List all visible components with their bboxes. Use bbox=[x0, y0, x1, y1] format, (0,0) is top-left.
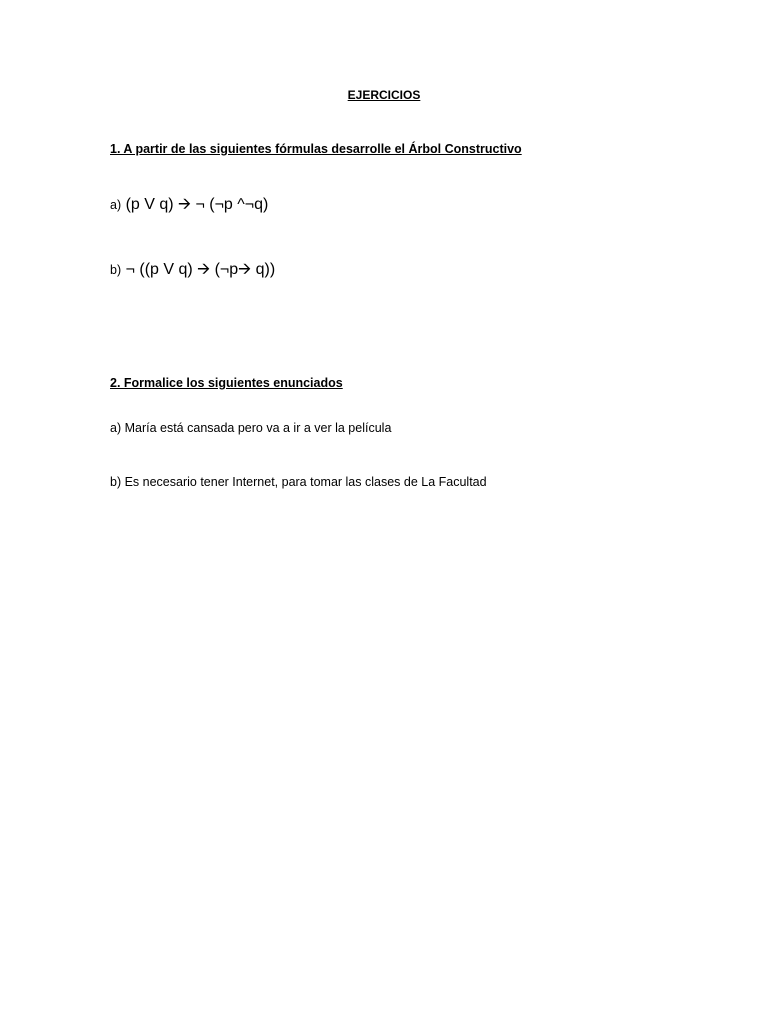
exercise-1-item-b bbox=[110, 261, 275, 279]
exercise-2-heading: 2. Formalice los siguientes enunciados bbox=[110, 376, 343, 390]
exercise-1-item-a bbox=[110, 196, 268, 214]
exercise-2-item-a: a) María está cansada pero va a ir a ver la película bbox=[110, 421, 392, 435]
exercise-2-item-b: b) Es necesario tener Internet, para tomar las clases de La Facultad bbox=[110, 475, 487, 489]
item-b-label: b) bbox=[110, 263, 122, 277]
page-title: EJERCICIOS bbox=[347, 88, 421, 102]
item-b-formula: ¬ ((p V q) 🡪 (¬p🡪 q)) bbox=[121, 261, 276, 278]
item-a-formula: (p V q) 🡪 ¬ (¬p ^¬q) bbox=[121, 196, 269, 213]
item-a-label: a) bbox=[110, 198, 122, 212]
exercise-1-heading: 1. A partir de las siguientes fórmulas desarrolle el Árbol Constructivo bbox=[110, 142, 522, 156]
